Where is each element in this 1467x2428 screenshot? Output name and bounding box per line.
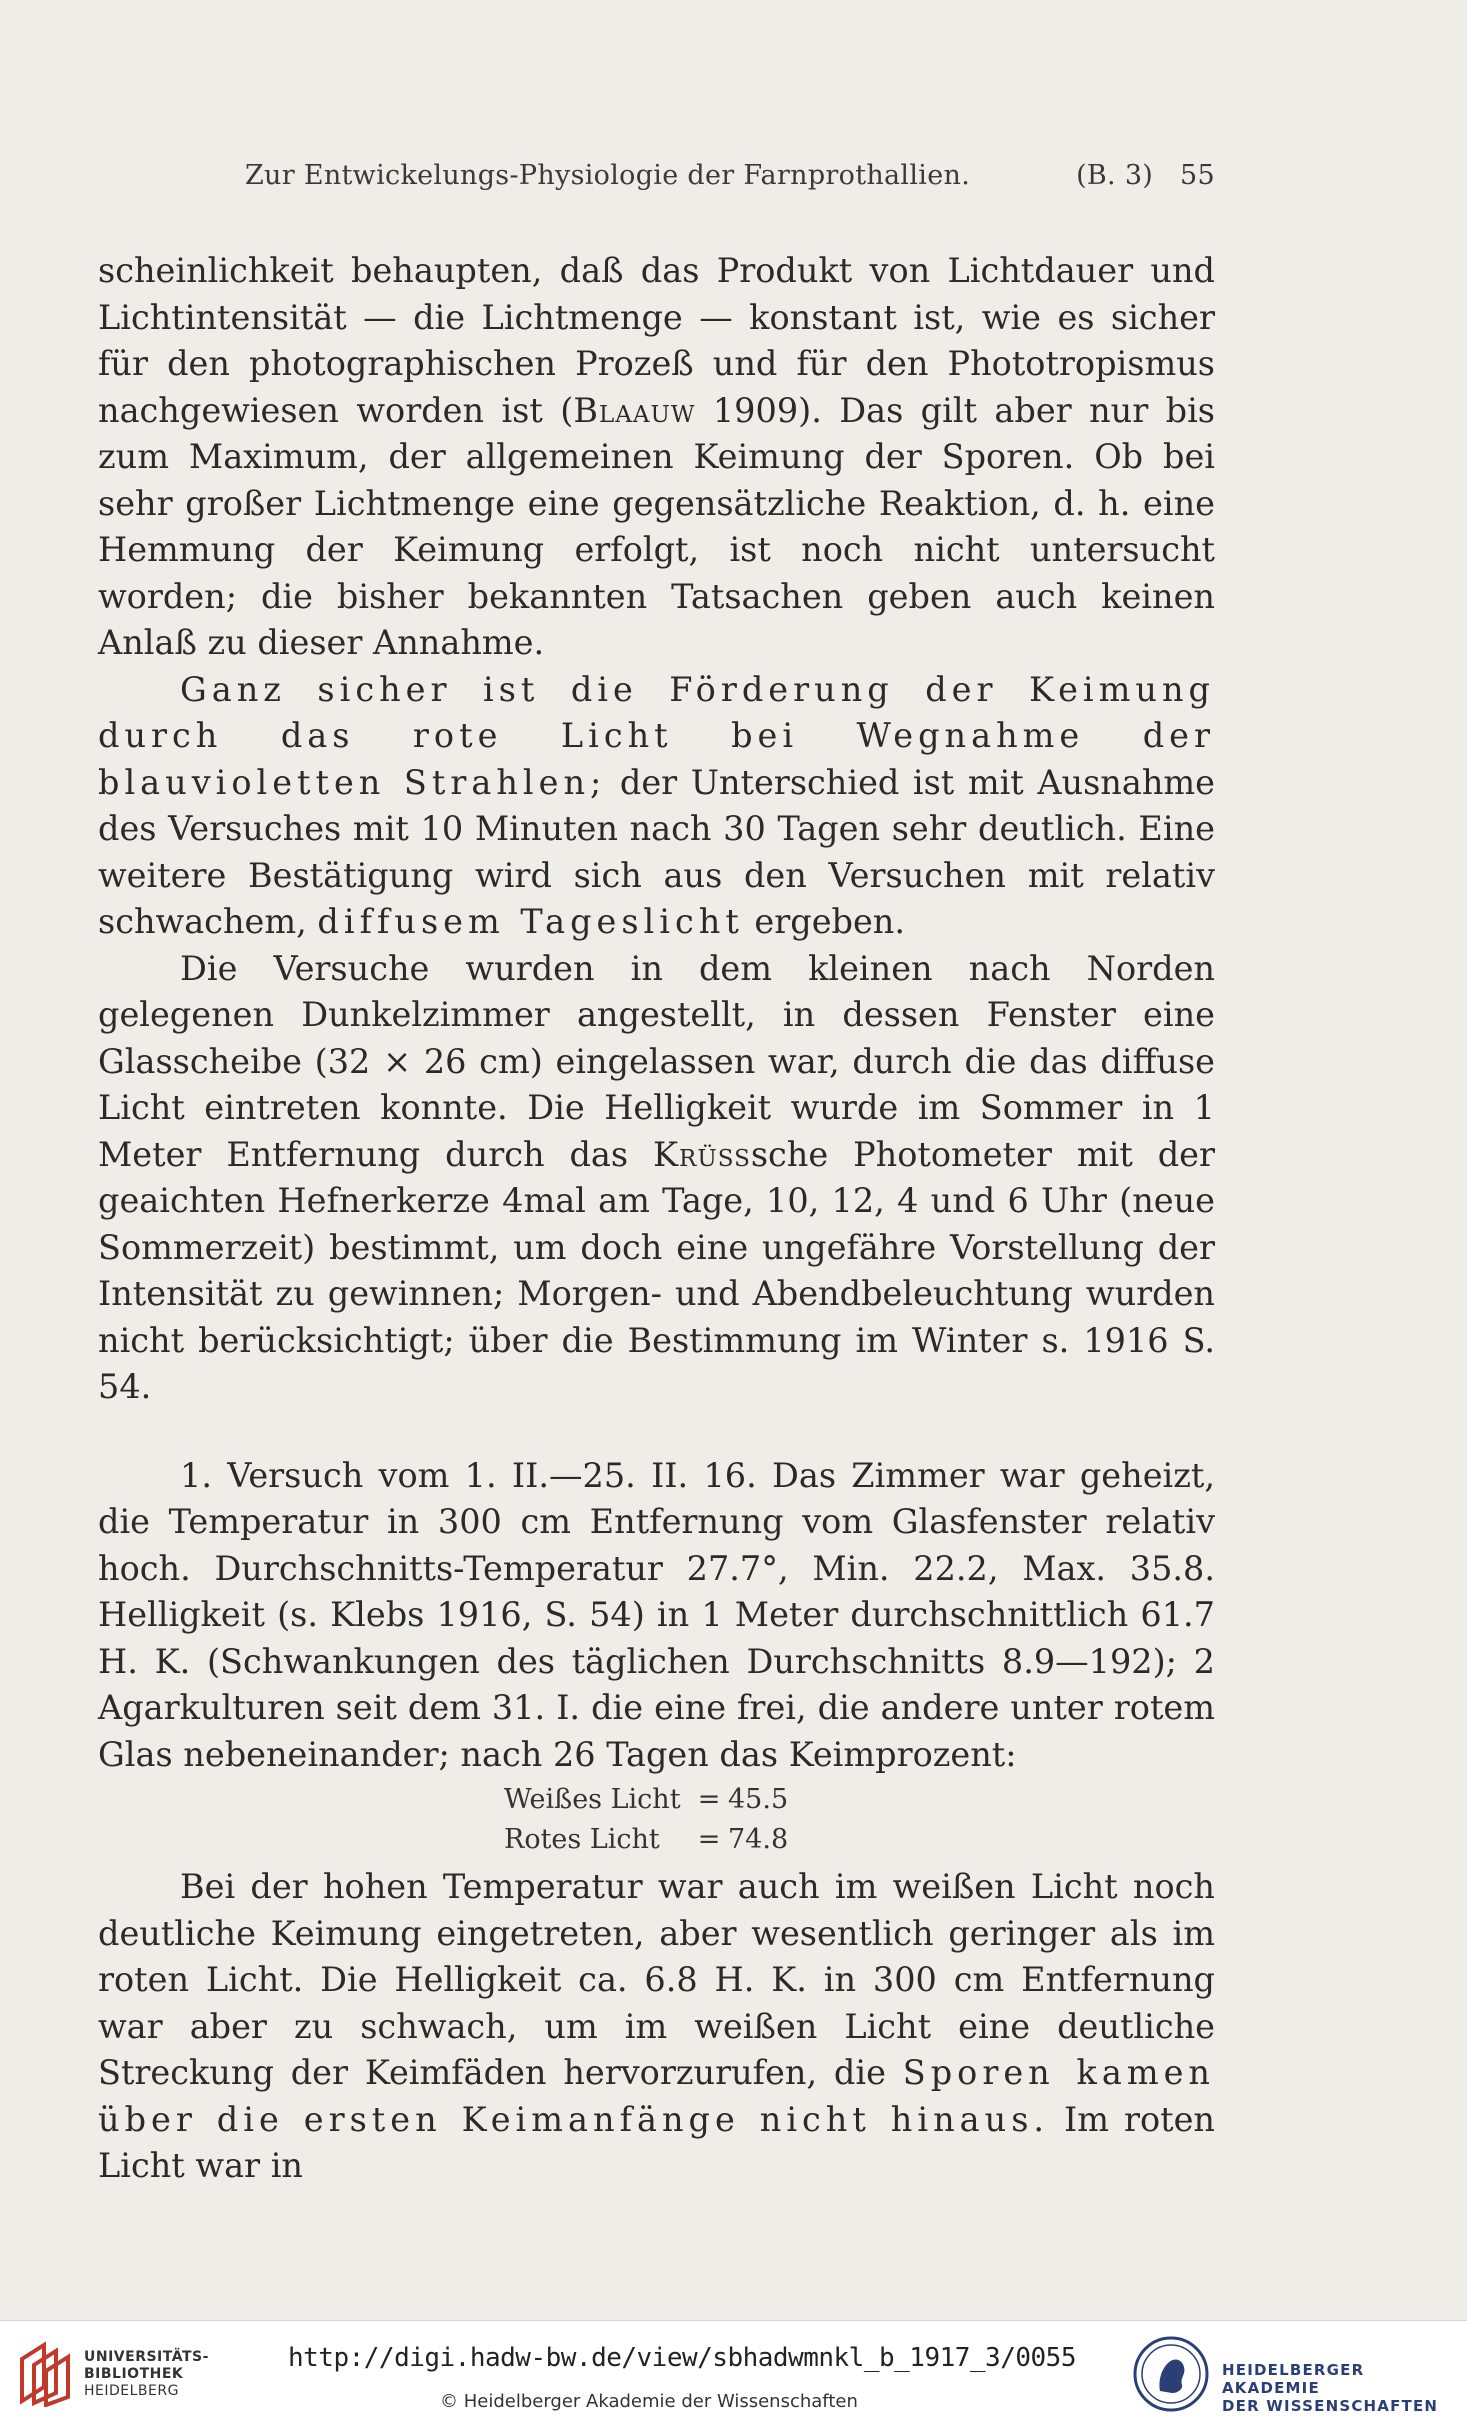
author-kruss: Krüss (653, 1134, 751, 1174)
copyright-notice: © Heidelberger Akademie der Wissenschaften (440, 2391, 858, 2412)
spacer (98, 1411, 1215, 1453)
header-title: Zur Entwickelungs-Physiologie der Farnprothallien. (245, 160, 971, 191)
viewer-footer (0, 2320, 1467, 2428)
table-row: Rotes Licht = 74.8 (504, 1824, 789, 1855)
paragraph-2: Ganz sicher ist die Förderung der Keimung durch das rote Licht bei Wegnahme der blauvioletten Strahlen; der Unterschied ist mit Ausnahme des Versuches mit 10 Minuten nach 30 Tagen sehr deutlich. Eine weitere Bestätigung wird sich aus den Versuchen mit relativ schwachem, diffusem Tageslicht ergeben. (98, 669, 1215, 941)
academy-name: HEIDELBERGER AKADEMIE DER WISSENSCHAFTEN (1222, 2361, 1439, 2415)
germination-table (504, 1780, 1215, 1860)
academy-seal-icon[interactable] (1132, 2335, 1210, 2413)
university-library-logo-icon[interactable] (14, 2341, 76, 2407)
page-number: 55 (1180, 160, 1215, 191)
university-library-name: UNIVERSITÄTS- BIBLIOTHEK HEIDELBERG (84, 2349, 209, 2399)
author-blaauw: Blaauw (573, 390, 696, 430)
paragraph-1: scheinlichkeit behaupten, daß das Produkt von Lichtdauer und Lichtintensität — die Lichtmenge — konstant ist, wie es sicher für den photographischen Prozeß und für den Phototropismus nachgewiesen worden ist (Blaauw 1909). Das gilt aber nur bis zum Maximum, der allgemeinen Keimung der Sporen. Ob bei sehr großer Lichtmenge eine gegensätzliche Reaktion, d. h. eine Hemmung der Keimung erfolgt, ist noch nicht untersucht worden; die bisher bekannten Tatsachen geben auch keinen Anlaß zu dieser Annahme. (98, 251, 1215, 662)
paragraph-5: Bei der hohen Temperatur war auch im weißen Licht noch deutliche Keimung eingetreten, aber wesentlich geringer als im roten Licht. Die Helligkeit ca. 6.8 H. K. in 300 cm Entfernung war aber zu schwach, um im weißen Licht eine deutliche Streckung der Keimfäden hervorzurufen, die Sporen kamen über die ersten Keimanfänge nicht hinaus. Im roten Licht war in (98, 1867, 1215, 2185)
permalink-url[interactable]: http://digi.hadw-bw.de/view/sbhadwmnkl_b_1917_3/0055 (288, 2343, 1076, 2373)
table-row: Weißes Licht = 45.5 (504, 1784, 789, 1815)
page-body (98, 248, 1215, 2190)
paragraph-3: Die Versuche wurden in dem kleinen nach Norden gelegenen Dunkelzimmer angestellt, in dessen Fenster eine Glasscheibe (32 × 26 cm) eingelassen war, durch die das diffuse Licht eintreten konnte. Die Helligkeit wurde im Sommer in 1 Meter Entfernung durch das Krüsssche Photometer mit der geaichten Hefnerkerze 4mal am Tage, 10, 12, 4 und 6 Uhr (neue Sommerzeit) bestimmt, um doch eine ungefähre Vorstellung der Intensität zu gewinnen; Morgen- und Abendbeleuchtung wurden nicht berücksichtigt; über die Bestimmung im Winter s. 1916 S. 54. (98, 948, 1215, 1406)
running-header (245, 160, 1215, 191)
paragraph-experiment-1: 1. Versuch vom 1. II.—25. II. 16. Das Zimmer war geheizt, die Temperatur in 300 cm Entfernung vom Glasfenster relativ hoch. Durchschnitts-Temperatur 27.7°, Min. 22.2, Max. 35.8. Helligkeit (s. Klebs 1916, S. 54) in 1 Meter durchschnittlich 61.7 H. K. (Schwankungen des täglichen Durchschnitts 8.9—192); 2 Agarkulturen seit dem 31. I. die eine frei, die andere unter rotem Glas nebeneinander; nach 26 Tagen das Keimprozent: (98, 1455, 1215, 1774)
header-section: (B. 3) (1076, 160, 1154, 191)
